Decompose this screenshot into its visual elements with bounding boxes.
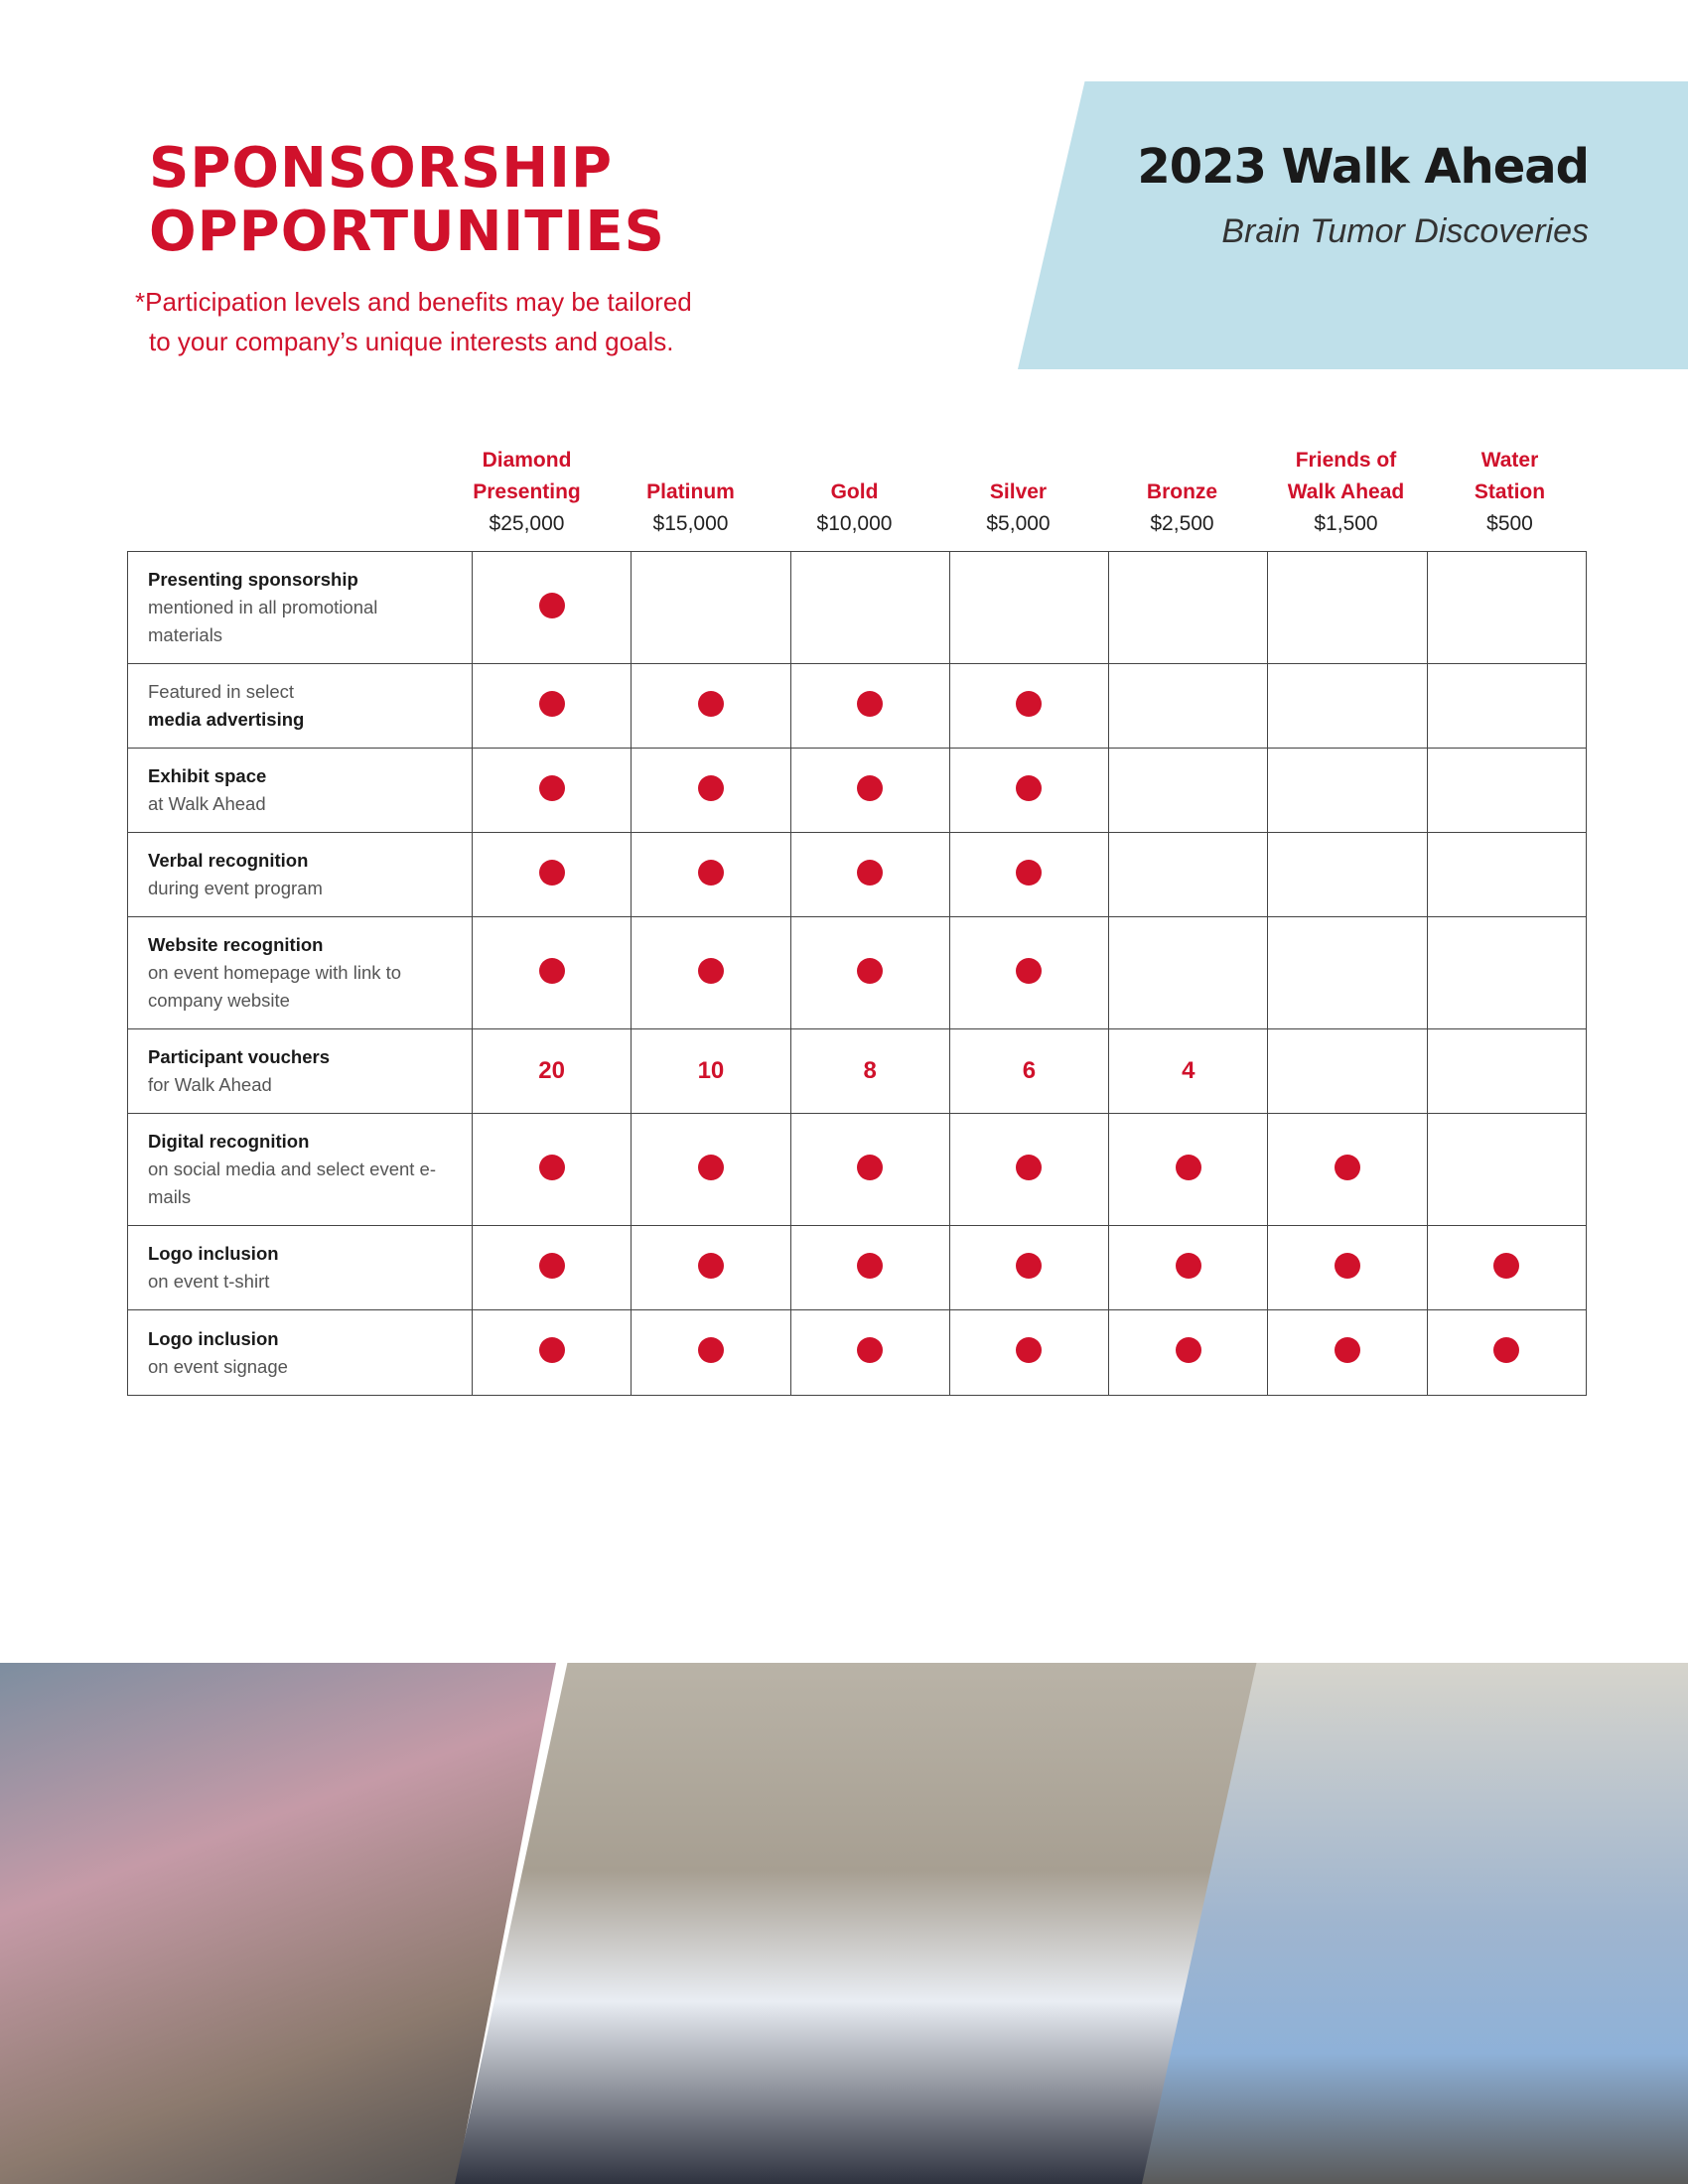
- benefit-cell: [1109, 833, 1268, 917]
- level-name-line-1: Diamond: [482, 449, 572, 472]
- benefit-row: [128, 749, 1587, 833]
- benefit-cell: [473, 917, 632, 1029]
- included-dot-icon: [698, 691, 724, 717]
- voucher-count: 6: [1022, 1057, 1037, 1084]
- benefit-cell: [949, 552, 1108, 664]
- level-price: $25,000: [489, 512, 565, 535]
- benefit-cell: [1427, 1226, 1586, 1310]
- included-dot-icon: [1335, 1337, 1360, 1363]
- included-dot-icon: [857, 1253, 883, 1279]
- benefit-label: [128, 1029, 473, 1114]
- benefit-detail: during event program: [148, 878, 323, 898]
- benefit-cell: [1268, 917, 1427, 1029]
- benefit-name: Logo inclusion: [148, 1243, 279, 1264]
- benefit-name: Digital recognition: [148, 1131, 310, 1152]
- included-dot-icon: [698, 958, 724, 984]
- level-price: $10,000: [816, 512, 893, 535]
- benefit-cell: [1427, 664, 1586, 749]
- benefit-row: [128, 1029, 1587, 1114]
- included-dot-icon: [1016, 1337, 1042, 1363]
- benefit-label: [128, 552, 473, 664]
- level-header: [1100, 445, 1264, 540]
- included-dot-icon: [539, 691, 565, 717]
- benefit-cell: [632, 664, 790, 749]
- benefit-cell: [1427, 552, 1586, 664]
- level-name: Presenting: [473, 480, 581, 503]
- benefit-row: [128, 664, 1587, 749]
- benefit-name: Presenting sponsorship: [148, 569, 358, 590]
- benefit-cell: [949, 917, 1108, 1029]
- benefit-detail: on event t-shirt: [148, 1271, 270, 1292]
- included-dot-icon: [1176, 1337, 1201, 1363]
- benefit-cell: [1109, 1310, 1268, 1396]
- benefit-row: [128, 552, 1587, 664]
- benefit-cell: [473, 749, 632, 833]
- level-name: Silver: [989, 480, 1048, 503]
- page-title-line-1: SPONSORSHIP: [149, 136, 613, 201]
- level-header: [609, 445, 773, 540]
- benefit-cell: [473, 1310, 632, 1396]
- benefit-cell: [632, 749, 790, 833]
- benefit-detail: at Walk Ahead: [148, 793, 266, 814]
- benefit-row: [128, 1310, 1587, 1396]
- benefit-cell: [790, 917, 949, 1029]
- included-dot-icon: [1176, 1253, 1201, 1279]
- level-name: Gold: [830, 480, 879, 503]
- benefit-cell: [949, 749, 1108, 833]
- level-price: $500: [1486, 512, 1533, 535]
- benefit-cell: [1109, 749, 1268, 833]
- included-dot-icon: [1016, 860, 1042, 886]
- event-title: 2023 Walk Ahead: [1137, 139, 1589, 195]
- benefit-cell: [1268, 1226, 1427, 1310]
- included-dot-icon: [1335, 1253, 1360, 1279]
- photo-strip: [0, 1663, 1688, 2184]
- event-photo-walkers-group: [455, 1663, 1259, 2184]
- voucher-count: 8: [863, 1057, 877, 1084]
- benefit-row: [128, 1114, 1587, 1226]
- benefit-detail: on event homepage with link to company website: [148, 962, 402, 1011]
- benefit-cell: [1268, 1029, 1427, 1114]
- benefit-cell: [1109, 664, 1268, 749]
- included-dot-icon: [1016, 1253, 1042, 1279]
- included-dot-icon: [539, 1253, 565, 1279]
- benefit-cell: [1268, 552, 1427, 664]
- benefit-row: [128, 833, 1587, 917]
- benefit-cell: [790, 833, 949, 917]
- benefit-cell: [1109, 1114, 1268, 1226]
- benefit-cell: [1427, 1114, 1586, 1226]
- included-dot-icon: [857, 775, 883, 801]
- benefit-label: [128, 664, 473, 749]
- benefit-cell: [632, 1310, 790, 1396]
- benefit-label: [128, 917, 473, 1029]
- level-price: $2,500: [1150, 512, 1214, 535]
- included-dot-icon: [1493, 1253, 1519, 1279]
- level-header: [936, 445, 1100, 540]
- level-name: Platinum: [646, 480, 735, 503]
- benefit-cell: [632, 833, 790, 917]
- voucher-count: 20: [538, 1057, 565, 1084]
- level-header: [445, 445, 609, 540]
- included-dot-icon: [1335, 1155, 1360, 1180]
- included-dot-icon: [698, 1253, 724, 1279]
- benefit-detail: Featured in select: [148, 681, 295, 702]
- included-dot-icon: [539, 593, 565, 618]
- benefit-detail: on event signage: [148, 1355, 288, 1377]
- benefit-cell: [1268, 749, 1427, 833]
- benefit-name: Logo inclusion: [148, 1327, 279, 1349]
- benefit-cell: [790, 664, 949, 749]
- benefit-label: [128, 1226, 473, 1310]
- included-dot-icon: [539, 860, 565, 886]
- included-dot-icon: [698, 1155, 724, 1180]
- benefit-cell: [473, 552, 632, 664]
- benefit-cell: [1109, 1226, 1268, 1310]
- included-dot-icon: [1016, 958, 1042, 984]
- benefit-cell: [473, 833, 632, 917]
- level-header: [773, 445, 936, 540]
- event-subtitle: Brain Tumor Discoveries: [1221, 212, 1589, 250]
- benefit-name: Exhibit space: [148, 765, 267, 786]
- benefit-name: Verbal recognition: [148, 850, 309, 871]
- benefit-cell: [632, 917, 790, 1029]
- benefit-cell: [1268, 664, 1427, 749]
- benefit-detail: on social media and select event e-mails: [148, 1159, 437, 1207]
- included-dot-icon: [698, 860, 724, 886]
- benefit-label: [128, 833, 473, 917]
- benefit-cell: [1427, 917, 1586, 1029]
- included-dot-icon: [698, 1337, 724, 1363]
- included-dot-icon: [857, 1337, 883, 1363]
- page-title-line-2: OPPORTUNITIES: [149, 200, 665, 264]
- benefit-cell: [790, 1029, 949, 1114]
- benefit-name: Participant vouchers: [148, 1046, 331, 1067]
- benefit-cell: [473, 664, 632, 749]
- included-dot-icon: [1016, 1155, 1042, 1180]
- level-name: Bronze: [1146, 480, 1218, 503]
- level-header: [1428, 445, 1592, 540]
- voucher-count: 10: [697, 1057, 725, 1084]
- benefit-label: [128, 1114, 473, 1226]
- benefit-cell: [632, 1114, 790, 1226]
- benefit-cell: [1109, 1029, 1268, 1114]
- benefit-cell: [473, 1226, 632, 1310]
- benefit-cell: [473, 1114, 632, 1226]
- benefit-cell: [949, 1310, 1108, 1396]
- level-price: $15,000: [652, 512, 729, 535]
- level-name: Walk Ahead: [1287, 480, 1405, 503]
- tailoring-note: [135, 282, 751, 361]
- level-name: Station: [1474, 480, 1546, 503]
- included-dot-icon: [857, 860, 883, 886]
- benefit-cell: [1427, 749, 1586, 833]
- included-dot-icon: [1016, 775, 1042, 801]
- benefit-cell: [1427, 1310, 1586, 1396]
- included-dot-icon: [857, 1155, 883, 1180]
- benefit-cell: [949, 1114, 1108, 1226]
- level-name-line-1: Friends of: [1295, 449, 1397, 472]
- benefit-cell: [473, 1029, 632, 1114]
- benefit-cell: [949, 1029, 1108, 1114]
- benefit-cell: [790, 552, 949, 664]
- level-price: $5,000: [986, 512, 1051, 535]
- benefit-cell: [632, 1029, 790, 1114]
- included-dot-icon: [857, 958, 883, 984]
- benefit-cell: [790, 1310, 949, 1396]
- benefit-cell: [1268, 1310, 1427, 1396]
- benefit-cell: [1427, 833, 1586, 917]
- benefit-cell: [790, 1226, 949, 1310]
- included-dot-icon: [1016, 691, 1042, 717]
- included-dot-icon: [539, 958, 565, 984]
- level-header: [1264, 445, 1428, 540]
- benefit-name: Website recognition: [148, 934, 324, 955]
- included-dot-icon: [698, 775, 724, 801]
- included-dot-icon: [1493, 1337, 1519, 1363]
- benefit-cell: [632, 1226, 790, 1310]
- benefit-row: [128, 1226, 1587, 1310]
- benefit-label: [128, 1310, 473, 1396]
- included-dot-icon: [857, 691, 883, 717]
- benefit-cell: [949, 833, 1108, 917]
- included-dot-icon: [539, 775, 565, 801]
- included-dot-icon: [1176, 1155, 1201, 1180]
- benefit-cell: [1109, 917, 1268, 1029]
- tailoring-note-line-2: to your company’s unique interests and goals.: [149, 327, 674, 356]
- benefit-detail: mentioned in all promotional materials: [148, 597, 378, 645]
- benefit-label: [128, 749, 473, 833]
- benefit-cell: [790, 749, 949, 833]
- benefit-cell: [949, 664, 1108, 749]
- benefit-row: [128, 917, 1587, 1029]
- benefits-table: [127, 551, 1587, 1396]
- benefit-cell: [632, 552, 790, 664]
- voucher-count: 4: [1182, 1057, 1196, 1084]
- benefit-cell: [1109, 552, 1268, 664]
- benefit-cell: [1268, 1114, 1427, 1226]
- benefit-detail: for Walk Ahead: [148, 1074, 272, 1095]
- benefit-name: media advertising: [148, 709, 305, 730]
- page-title: [149, 137, 665, 264]
- benefit-cell: [1427, 1029, 1586, 1114]
- benefit-cell: [1268, 833, 1427, 917]
- level-name-line-1: Water: [1480, 449, 1539, 472]
- tailoring-note-line-1: *Participation levels and benefits may be tailored: [135, 287, 692, 317]
- included-dot-icon: [539, 1155, 565, 1180]
- included-dot-icon: [539, 1337, 565, 1363]
- benefit-cell: [949, 1226, 1108, 1310]
- level-price: $1,500: [1314, 512, 1378, 535]
- benefit-cell: [790, 1114, 949, 1226]
